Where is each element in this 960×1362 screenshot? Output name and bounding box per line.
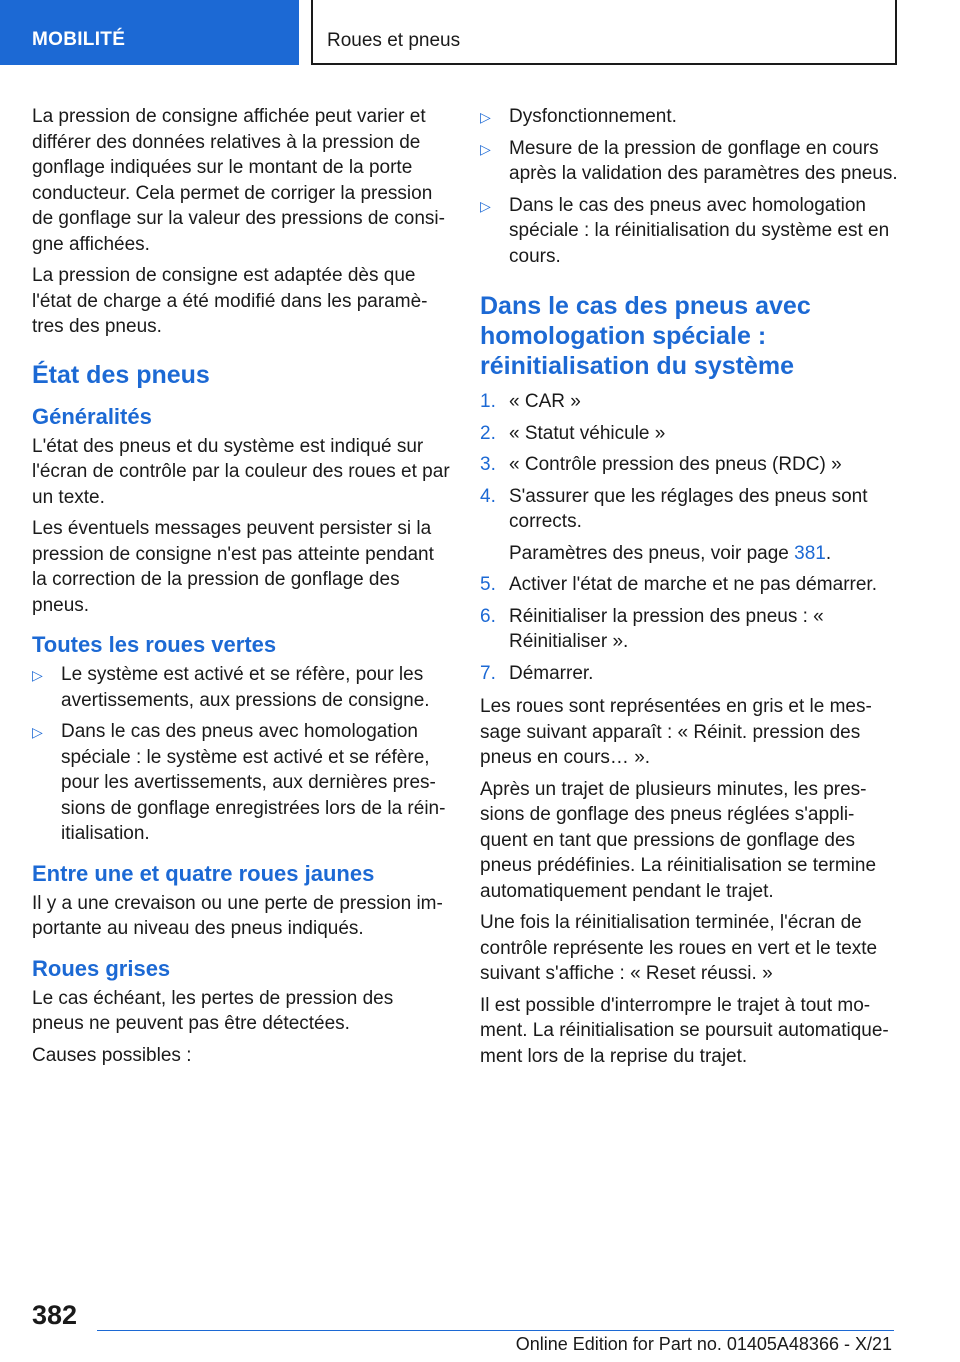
footer-divider: [97, 1330, 894, 1331]
list-item-text: Dans le cas des pneus avec homologation spéciale : la réinitialisation du système est en cours.: [509, 194, 890, 267]
heading-roues-grises: Roues grises: [32, 955, 171, 981]
triangle-bullet-icon: ▷: [480, 109, 491, 125]
triangle-bullet-icon: ▷: [32, 667, 43, 683]
step-item: [480, 389, 900, 415]
list-item-text: Dans le cas des pneus avec homologation spéciale : le système est activé et se réfère, pour les avertissements, aux dernières pres‐sions de gonflage enregistrées lors de la réin‐itialisation.: [61, 721, 446, 844]
edition-footer: Online Edition for Part no. 01405A48366 - X/21: [515, 1334, 892, 1354]
roues-grises-paragraph-1: Le cas échéant, les pertes de pression des pneus ne peuvent pas être détectées.: [32, 987, 394, 1034]
step-number: 4.: [480, 485, 496, 507]
causes-list: [480, 104, 900, 269]
list-item: [32, 662, 450, 713]
step-text: « CAR »: [509, 391, 581, 412]
intro-paragraph-2: La pression de consigne est adaptée dès que l'état de charge a été modifié dans les paramè‐tres des pneus.: [32, 265, 428, 337]
roues-grises-paragraph-2: Causes possibles :: [32, 1044, 192, 1066]
step-number: 2.: [480, 422, 496, 444]
section-tab: [0, 0, 299, 65]
step-item: [480, 484, 900, 567]
page-number: 382: [32, 1300, 78, 1330]
step-item: [480, 421, 900, 447]
step-item: [480, 572, 900, 598]
list-item-text: Dysfonctionnement.: [509, 106, 677, 127]
reinit-paragraph-4: Il est possible d'interrompre le trajet à tout mo‐ment. La réinitialisation se poursuit automatique‐ment lors de la reprise du trajet.: [480, 994, 889, 1067]
step-4-note: [509, 541, 900, 567]
heading-etat-des-pneus: État des pneus: [32, 360, 210, 389]
step-number: 7.: [480, 662, 496, 684]
left-column: [32, 104, 450, 1074]
generalites-paragraph-2: Les éventuels messages peuvent persister si la pression de consigne n'est pas atteinte pendant la correction de la pression de gonflage des pneus.: [32, 518, 434, 616]
triangle-bullet-icon: ▷: [480, 197, 491, 214]
list-item: [480, 136, 900, 187]
step-number: 1.: [480, 391, 496, 412]
intro-paragraph-1: La pression de consigne affichée peut varier et différer des données relatives à la pression de gonflage indiquées sur le montant de la porte conducteur. Cela permet de corriger la pression de gonflage sur la valeur des pressions de consi‐gne affichées.: [32, 106, 445, 255]
heading-roues-jaunes: Entre une et quatre roues jaunes: [32, 860, 375, 886]
list-item-text: Mesure de la pression de gonflage en cours après la validation des paramètres des pneus.: [509, 137, 898, 184]
step-number: 5.: [480, 574, 496, 595]
roues-jaunes-paragraph: Il y a une crevaison ou une perte de pression im‐portante au niveau des pneus indiqués.: [32, 892, 443, 939]
generalites-paragraph-1: L'état des pneus et du système est indiqué sur l'écran de contrôle par la couleur des roues et par un texte.: [32, 435, 450, 508]
heading-roues-vertes: Toutes les roues vertes: [32, 632, 277, 657]
step-text: Démarrer.: [509, 662, 594, 684]
step-item: [480, 604, 900, 655]
reinit-paragraph-1: Les roues sont représentées en gris et le mes‐sage suivant apparaît : « Réinit. pression des pneus en cours… ».: [480, 696, 872, 768]
step-number: 3.: [480, 454, 496, 475]
reinit-paragraph-3: Une fois la réinitialisation terminée, l'écran de contrôle représente les roues en vert et le texte suivant s'affiche : « Reset réussi. »: [480, 912, 878, 984]
list-item-text: Le système est activé et se réfère, pour les avertissements, aux pressions de consigne.: [61, 664, 430, 711]
section-title: MOBILITÉ: [32, 29, 126, 50]
list-item: [480, 193, 900, 270]
step-item: [480, 452, 900, 478]
step-item: [480, 661, 900, 687]
page-link-381[interactable]: 381: [794, 542, 826, 564]
heading-reinitialisation: Dans le cas des pneus avec homologation spéciale : réinitialisation du système: [480, 292, 811, 380]
step-number: 6.: [480, 605, 496, 627]
chapter-title: Roues et pneus: [327, 30, 461, 51]
right-column: [480, 104, 900, 1075]
step-text: « Contrôle pression des pneus (RDC) »: [509, 454, 842, 475]
step-text: « Statut véhicule »: [509, 422, 666, 444]
list-item: [32, 719, 450, 847]
chapter-header: [311, 0, 897, 65]
step-text: Activer l'état de marche et ne pas démarrer.: [509, 574, 877, 595]
note-suffix: .: [825, 542, 832, 564]
triangle-bullet-icon: ▷: [32, 724, 43, 740]
step-text: Réinitialiser la pression des pneus : « Réinitialiser ».: [509, 605, 824, 652]
reinit-paragraph-2: Après un trajet de plusieurs minutes, les pres‐sions de gonflage des pneus réglées s'appli‐quent en tant que pressions de gonflage des pneus prédéfinies. La réinitialisation se termine automatiquement pendant le trajet.: [480, 778, 877, 902]
reinit-steps-list: [480, 389, 900, 686]
step-text: S'assurer que les réglages des pneus sont corrects.: [509, 485, 868, 532]
list-item: [480, 104, 900, 130]
heading-generalites: Généralités: [32, 403, 152, 429]
note-text: Paramètres des pneus, voir page: [509, 542, 795, 564]
roues-vertes-list: [32, 662, 450, 847]
triangle-bullet-icon: ▷: [480, 140, 491, 157]
